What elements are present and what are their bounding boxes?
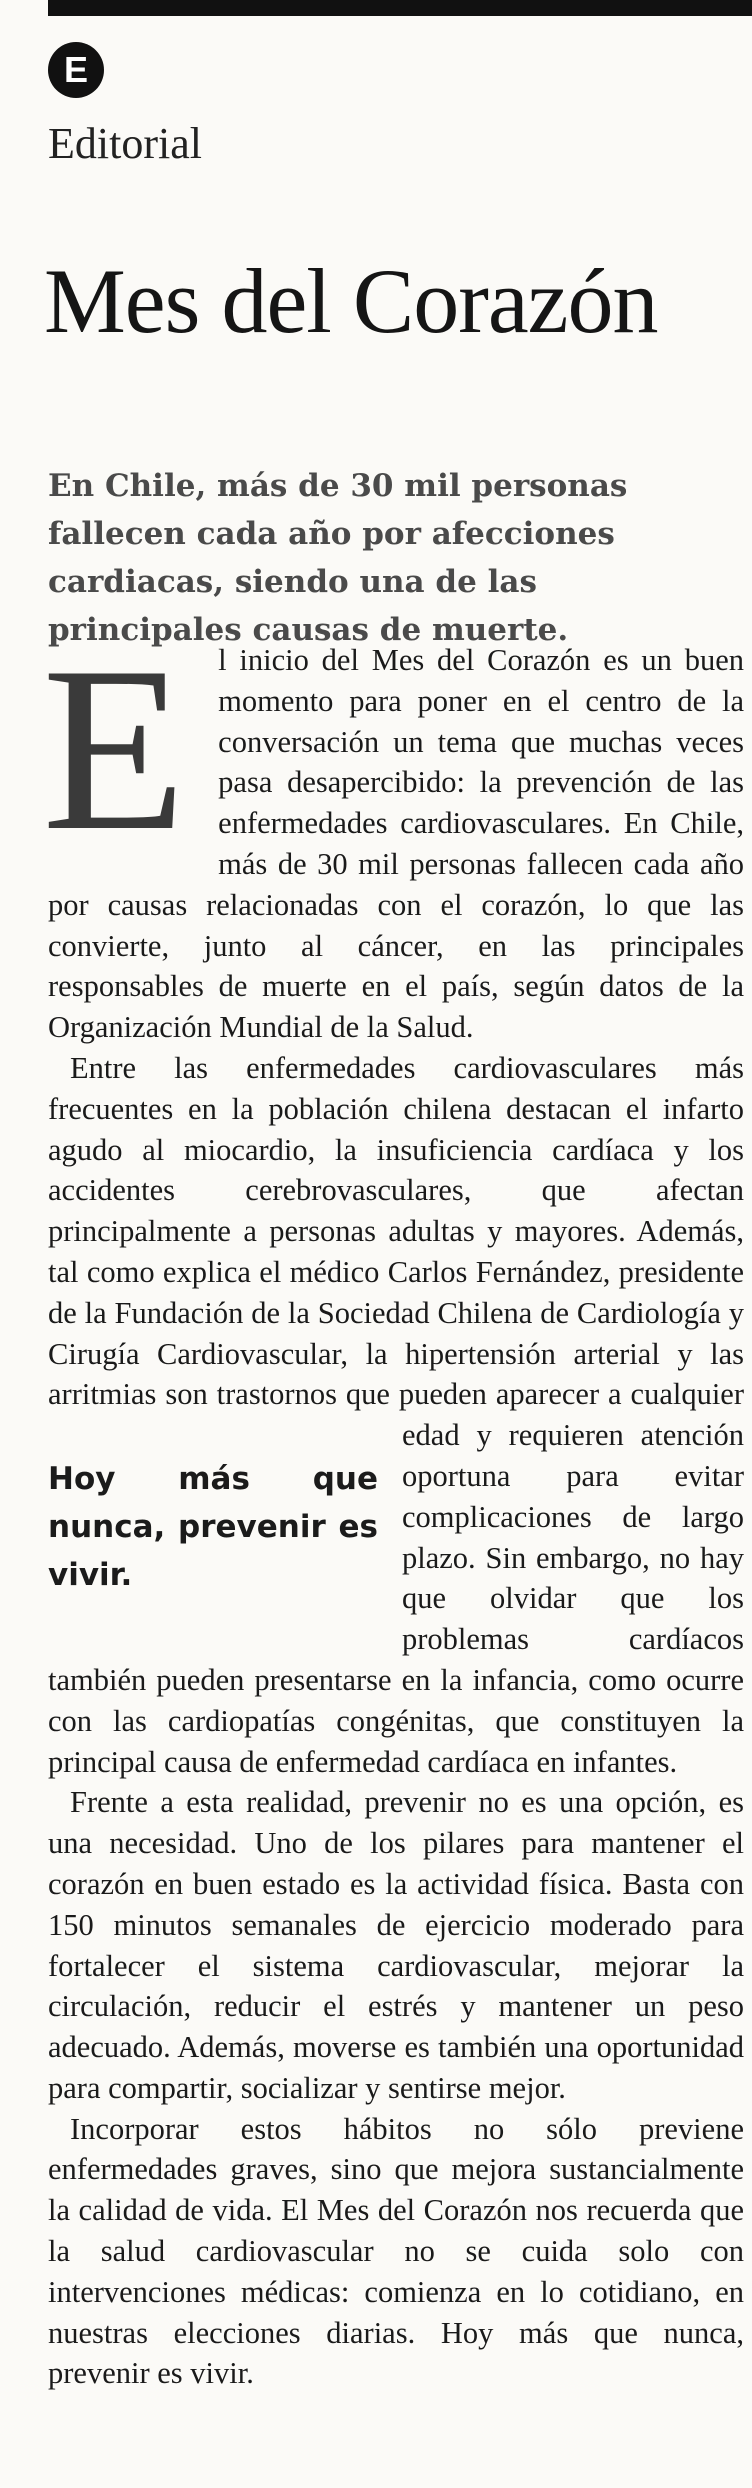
drop-cap: E (42, 619, 187, 880)
pull-quote: Hoy más que nunca, prevenir es vivir. (48, 1461, 378, 1594)
article-paragraph-2 (48, 1048, 744, 1782)
top-rule (48, 0, 752, 16)
section-label: Editorial (48, 119, 202, 168)
article-paragraph-3: Frente a esta realidad, prevenir no es una opción, es una necesidad. Uno de los pilares para mantener el corazón en buen estado es la actividad física. Basta con 150 minutos semanales de ejercicio moderado para fortalecer el sistema cardiovascular, mejorar la circulación, reducir el estrés y mantener un peso adecuado. Además, moverse es también una oportunidad para compartir, socializar y sentirse mejor. (48, 1785, 744, 2105)
article-paragraph-2-text: Entre las enfermedades cardiovasculares más frecuentes en la población chilena destacan el infarto agudo al miocardio, la insuficiencia cardíaca y los accidentes cerebrovasculares, que afectan principalmente a personas adultas y mayores. Además, tal como explica el médico Carlos Fernández, presidente de la Fundación de la Sociedad Chilena de Cardiología y Cirugía Cardiovascular, la hipertensión arterial y las arritmias son trastornos que pueden aparecer a Hoy más que nunca, prevenir es vivir. cualquier edad y requieren atención oportuna para evitar complicaciones de largo plazo. Sin embargo, no hay que olvidar que los problemas cardíacos también pueden presentarse en la infancia, como ocurre con las cardiopatías congénitas, que constituyen la principal causa de enfermedad cardíaca en infantes. (48, 1050, 744, 1779)
standfirst: En Chile, más de 30 mil personas fallecen cada año por afecciones cardiacas, siendo una de las principales causas de muerte. (48, 468, 628, 648)
headline: Mes del Corazón (44, 250, 658, 352)
section-badge: E (48, 42, 104, 98)
article-paragraph-4: Incorporar estos hábitos no sólo previene enfermedades graves, sino que mejora sustancialmente la calidad de vida. El Mes del Corazón nos recuerda que la salud cardiovascular no se cuida solo con intervenciones médicas: comienza en lo cotidiano, en nuestras elecciones diarias. Hoy más que nunca, prevenir es vivir. (48, 2111, 744, 2391)
article-body (42, 619, 744, 2394)
article-paragraph-1 (42, 619, 744, 1048)
article-paragraph-1-text: l inicio del Mes del Corazón es un buen momento para poner en el centro de la conversación un tema que muchas veces pasa desapercibido: la prevención de las enfermedades cardiovasculares. En Chile, más de 30 mil personas fallecen cada año por causas relacionadas con el corazón, lo que las convierte, junto al cáncer, en las principales responsables de muerte en el país, según datos de la Organización Mundial de la Salud. (48, 643, 744, 1045)
